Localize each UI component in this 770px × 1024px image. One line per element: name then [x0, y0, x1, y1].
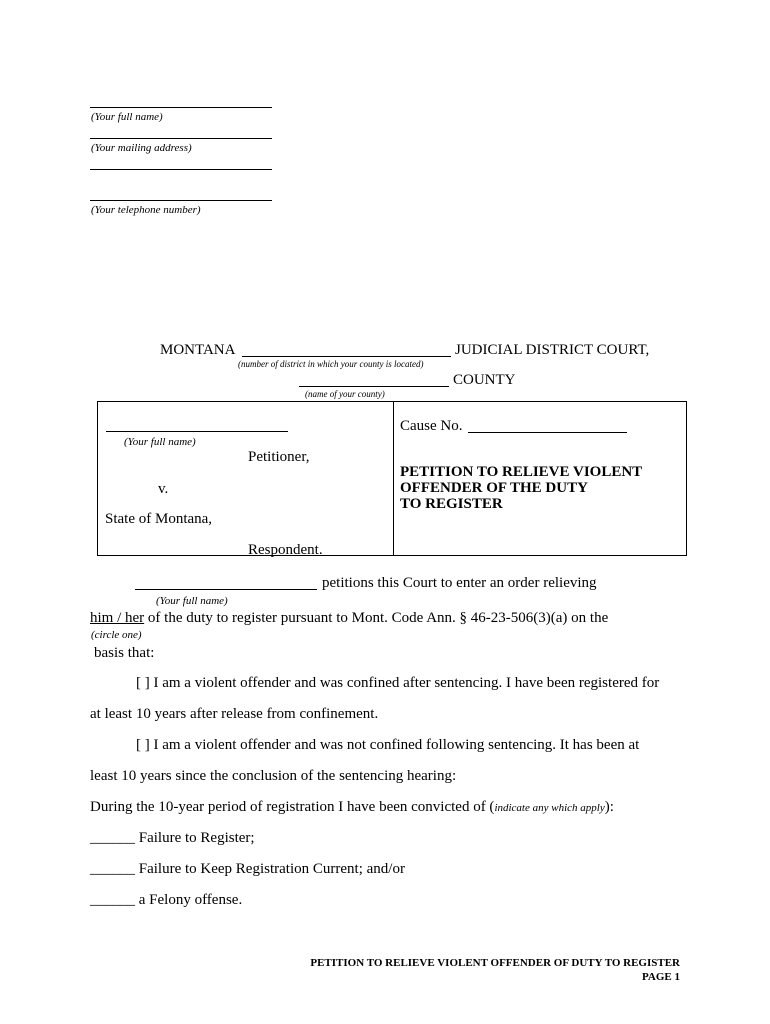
option-2-line-2: least 10 years since the conclusion of the sentencing hearing: [90, 768, 457, 784]
respondent-name: State of Montana, [105, 511, 213, 527]
full-name-line[interactable] [90, 107, 272, 108]
state-label: MONTANA [160, 342, 236, 358]
indicate-caption: indicate any which apply [494, 802, 605, 814]
footer-title: PETITION TO RELIEVE VIOLENT OFFENDER OF DUTY TO REGISTER [310, 957, 680, 969]
basis-text: basis that: [94, 645, 155, 661]
petitioner-name-caption: (Your full name) [124, 436, 196, 448]
respondent-label: Respondent. [248, 542, 323, 558]
duty-line [90, 610, 608, 627]
petition-title-line-3: TO REGISTER [400, 496, 503, 512]
county-line[interactable] [299, 386, 449, 387]
mailing-address-caption: (Your mailing address) [91, 142, 192, 154]
county-caption: (name of your county) [305, 389, 385, 399]
petitioner-label: Petitioner, [248, 449, 310, 465]
conviction-item-failure-to-keep-current[interactable]: ______ Failure to Keep Registration Current; and/or [90, 861, 405, 877]
case-caption-box [97, 401, 687, 556]
conviction-intro-end: ): [604, 799, 614, 815]
telephone-line[interactable] [90, 200, 272, 201]
conviction-intro [90, 799, 614, 816]
circle-one-caption: (circle one) [91, 629, 142, 641]
conviction-item-failure-to-register[interactable]: ______ Failure to Register; [90, 830, 255, 846]
petition-title-line-2: OFFENDER OF THE DUTY [400, 480, 588, 496]
cause-no-line[interactable] [468, 432, 627, 433]
mailing-address-line-2[interactable] [90, 169, 272, 170]
conviction-item-felony[interactable]: ______ a Felony offense. [90, 892, 243, 908]
court-label: JUDICIAL DISTRICT COURT, [455, 342, 650, 358]
petitioner-name-line[interactable] [106, 431, 288, 432]
conviction-intro-text: During the 10-year period of registration I have been convicted of ( [90, 799, 495, 815]
mailing-address-line[interactable] [90, 138, 272, 139]
petitioner-blank-caption: (Your full name) [156, 595, 228, 607]
telephone-caption: (Your telephone number) [91, 204, 201, 216]
duty-text: of the duty to register pursuant to Mont. Code Ann. § 46-23-506(3)(a) on the [147, 610, 609, 626]
county-label: COUNTY [453, 372, 516, 388]
option-1-line-2: at least 10 years after release from confinement. [90, 706, 379, 722]
footer-page-number: PAGE 1 [642, 971, 680, 983]
petition-title-line-1: PETITION TO RELIEVE VIOLENT [400, 464, 643, 480]
full-name-caption: (Your full name) [91, 111, 163, 123]
caption-divider [393, 402, 394, 555]
option-1-line-1[interactable]: [ ] I am a violent offender and was confined after sentencing. I have been registered for [136, 675, 660, 691]
versus-label: v. [158, 481, 169, 497]
petitioner-name-blank[interactable] [135, 589, 317, 590]
cause-no-label: Cause No. [400, 418, 463, 434]
district-caption: (number of district in which your county is located) [238, 359, 424, 369]
petitions-text: petitions this Court to enter an order relieving [322, 575, 597, 591]
option-2-line-1[interactable]: [ ] I am a violent offender and was not confined following sentencing. It has been at [136, 737, 640, 753]
district-number-line[interactable] [242, 356, 451, 357]
him-her-choice[interactable]: him / her [90, 610, 145, 626]
